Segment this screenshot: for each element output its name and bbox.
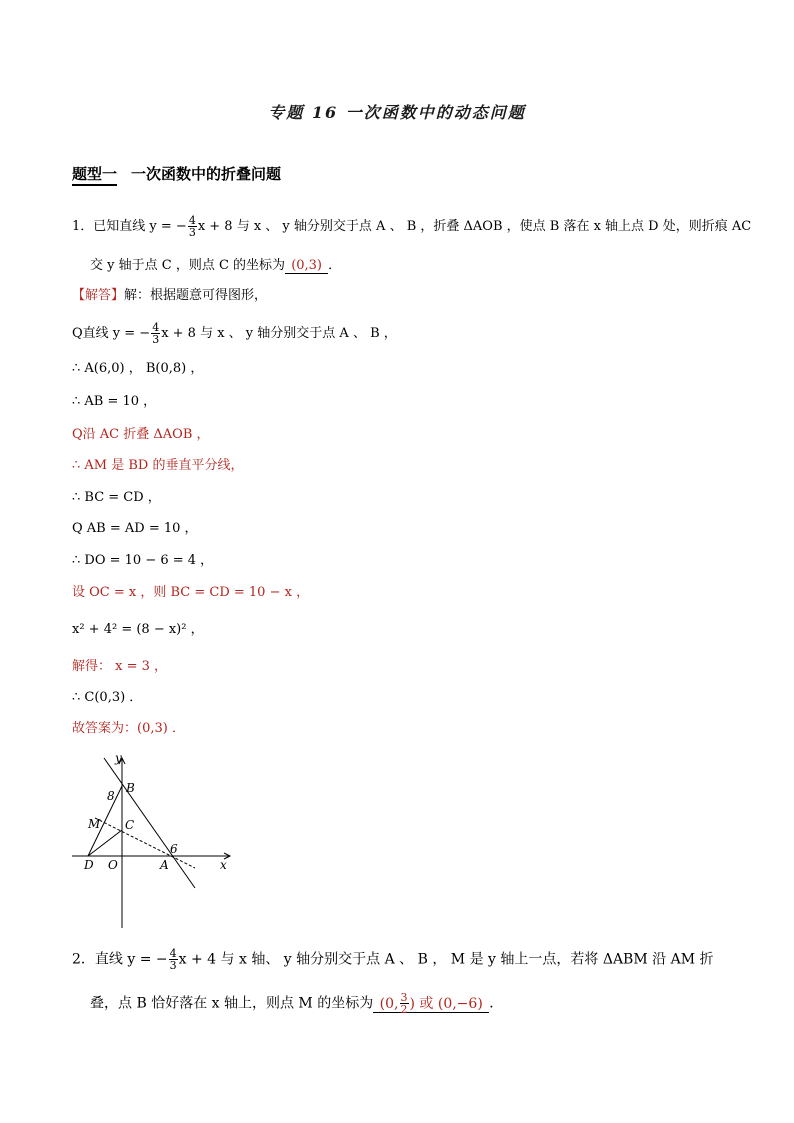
q2-text-b: x + 4 与 x 轴、 y 轴分别交于点 A 、 B ， M 是 y 轴上一点，若将 ΔABM 沿 AM 折 [178,951,714,968]
q2-ans-num: 3 [400,991,408,1004]
solution-step-8: ∴ DO = 10 − 6 = 4 ， [72,553,214,568]
step1-fraction [151,322,160,345]
q2-number: 2． [72,951,95,968]
solution-step-10: x² + 4² = (8 − x)² ， [72,622,204,637]
q1-text-a: 已知直线 y = − [93,219,187,234]
label-d: D [84,858,94,872]
q1-fraction [188,215,197,238]
q1-line1 [72,215,751,238]
label-y: y [115,751,122,765]
label-a: A [160,858,169,872]
q2-fraction [169,948,178,971]
label-m: M [88,817,101,831]
q1-number: 1． [72,219,94,234]
q2-frac-den: 3 [169,959,177,972]
q1-frac-den: 3 [188,226,196,239]
q2-text-c: 叠，点 B 恰好落在 x 轴上，则点 M 的坐标为 [90,995,374,1012]
q2-ans-a: (0, [379,995,399,1012]
solution-step-1 [72,322,397,345]
q1-line2 [90,256,341,276]
geometry-figure [60,748,250,933]
q2-ans-fraction [400,992,409,1015]
q2-line1 [72,948,713,971]
label-c: C [125,818,135,832]
solution-step-4: Q沿 AC 折叠 ΔAOB ， [72,427,210,442]
step1-text-a: Q直线 y = − [72,326,151,341]
q2-ans-den: 2 [400,1003,408,1016]
solution-step-12: ∴ C(0,3) ． [72,690,143,705]
q2-text-d: ． [489,995,504,1012]
label-x: x [220,858,227,872]
segment-dc [88,830,122,856]
solution-step-5: ∴ AM 是 BD 的垂直平分线， [72,458,244,473]
q1-text-c: 交 y 轴于点 C ，则点 C 的坐标为 [90,258,286,273]
step1-frac-den: 3 [152,333,160,346]
q2-answer [379,991,483,1016]
solution-head [72,286,267,306]
section-label: 一次函数中的折叠问题 [131,165,282,183]
solution-step-6: ∴ BC = CD ， [72,490,161,505]
q2-ans-b: ) 或 (0,−6) [409,995,483,1012]
section-tag: 题型一 [72,163,117,186]
solution-intro: 解：根据题意可得图形， [124,288,268,303]
q2-answer-blank [373,991,489,1016]
solution-step-11: 解得： x = 3 ， [72,659,168,674]
q1-text-d: ． [328,258,342,273]
step1-text-b: x + 8 与 x 、 y 轴分别交于点 A 、 B ， [161,326,397,341]
solution-step-2: ∴ A(6,0) ， B(0,8) ， [72,361,204,376]
q1-answer: (0,3) [291,258,323,273]
solution-step-7: Q AB = AD = 10 ， [72,521,198,536]
section-heading [72,163,281,186]
q1-frac-num: 4 [188,214,196,227]
label-8: 8 [107,789,115,803]
solution-label: 【解答】 [72,288,125,303]
q1-text-b: x + 8 与 x 、 y 轴分别交于点 A 、 B ，折叠 ΔAOB ，使点 B 落在 x 轴上点 D 处，则折痕 AC [197,219,752,234]
q2-text-a: 直线 y = − [94,951,168,968]
label-6: 6 [170,842,178,856]
q2-line2 [90,992,503,1015]
label-b: B [126,781,135,795]
step1-frac-num: 4 [152,321,160,334]
page-title: 专题 16 一次函数中的动态问题 [268,103,526,122]
solution-step-13: 故答案为：(0,3) ． [72,721,185,736]
q1-answer-blank [285,258,328,274]
solution-step-9: 设 OC = x ，则 BC = CD = 10 − x ， [72,585,310,600]
q2-frac-num: 4 [169,947,177,960]
solution-step-3: ∴ AB = 10 ， [72,394,157,409]
label-o: O [108,858,118,872]
